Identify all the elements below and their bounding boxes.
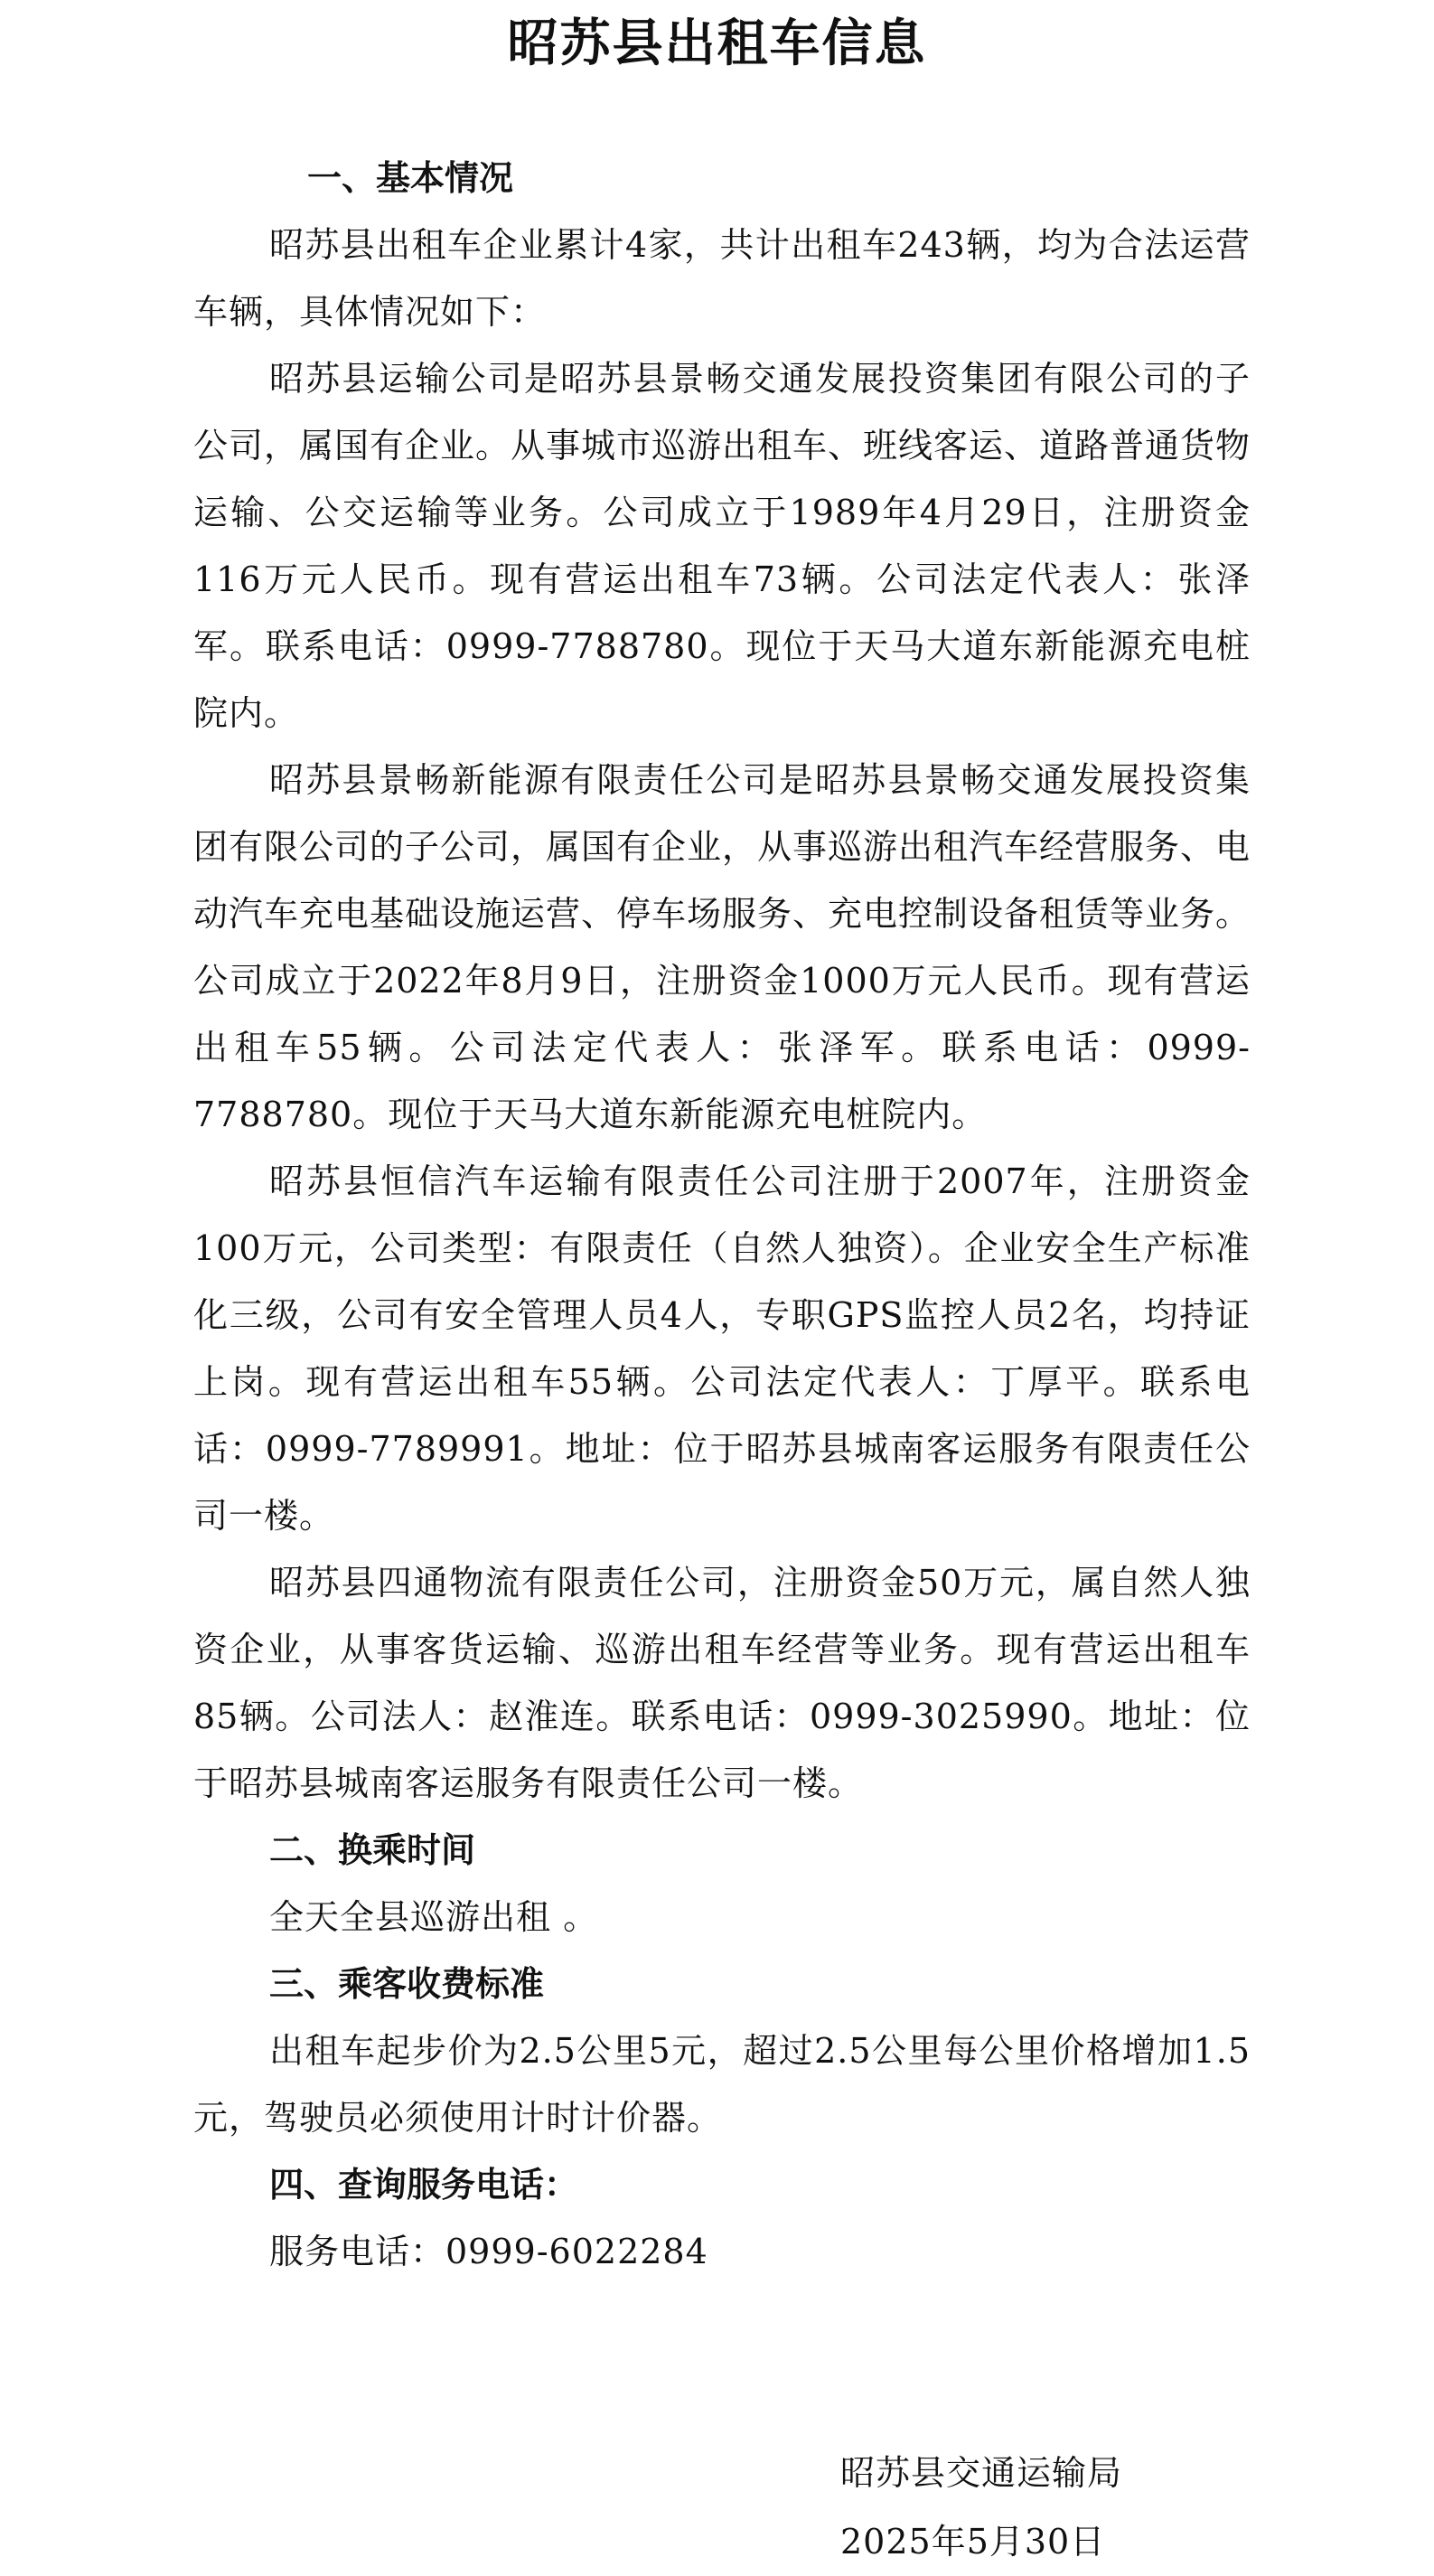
section-hotline xyxy=(193,2151,1251,2285)
signature-block xyxy=(840,2439,1122,2576)
document-body xyxy=(193,145,1251,2285)
paragraph-fare-standard: 出租车起步价为2.5公里5元，超过2.5公里每公里价格增加1.5元，驾驶员必须使用计时计价器。 xyxy=(193,2031,1251,2138)
paragraph-service-phone: 服务电话：0999-6022284 xyxy=(269,2232,708,2271)
section-heading-hotline: 四、查询服务电话： xyxy=(269,2165,579,2205)
section-heading-basic: 一、基本情况 xyxy=(307,158,514,198)
paragraph-company-new-energy: 昭苏县景畅新能源有限责任公司是昭苏县景畅交通发展投资集团有限公司的子公司，属国有企业，从事巡游出租汽车经营服务、电动汽车充电基础设施运营、停车场服务、充电控制设备租赁等业务。公司成立于2022年8月9日，注册资金1000万元人民币。现有营运出租车55辆。公司法定代表人：张泽军。联系电话：0999-7788780。现位于天马大道东新能源充电桩院内。 xyxy=(193,760,1251,1134)
section-transfer xyxy=(193,1817,1251,1951)
signature-date: 2025年5月30日 xyxy=(840,2522,1106,2562)
paragraph-overview: 昭苏县出租车企业累计4家，共计出租车243辆，均为合法运营车辆，具体情况如下： xyxy=(193,225,1251,332)
section-heading-fare: 三、乘客收费标准 xyxy=(269,1964,545,2004)
section-fare xyxy=(193,1951,1251,2151)
signature-organization: 昭苏县交通运输局 xyxy=(840,2453,1123,2493)
paragraph-company-hengxin: 昭苏县恒信汽车运输有限责任公司注册于2007年，注册资金100万元，公司类型：有限责任（自然人独资）。企业安全生产标准化三级，公司有安全管理人员4人，专职GPS监控人员2名，均持证上岗。现有营运出租车55辆。公司法定代表人：丁厚平。联系电话：0999-7789991。地址：位于昭苏县城南客运服务有限责任公司一楼。 xyxy=(193,1161,1251,1536)
paragraph-transfer-time: 全天全县巡游出租 。 xyxy=(269,1897,599,1937)
section-heading-transfer: 二、换乘时间 xyxy=(269,1830,476,1870)
document-title: 昭苏县出租车信息 xyxy=(507,14,927,73)
paragraph-company-transport: 昭苏县运输公司是昭苏县景畅交通发展投资集团有限公司的子公司，属国有企业。从事城市巡游出租车、班线客运、道路普通货物运输、公交运输等业务。公司成立于1989年4月29日，注册资金116万元人民币。现有营运出租车73辆。公司法定代表人：张泽军。联系电话：0999-7788780。现位于天马大道东新能源充电桩院内。 xyxy=(193,359,1251,733)
paragraph-company-sitong: 昭苏县四通物流有限责任公司，注册资金50万元，属自然人独资企业，从事客货运输、巡游出租车经营等业务。现有营运出租车85辆。公司法人：赵淮连。联系电话：0999-3025990。地址：位于昭苏县城南客运服务有限责任公司一楼。 xyxy=(193,1563,1251,1803)
section-basic xyxy=(193,145,1251,1817)
